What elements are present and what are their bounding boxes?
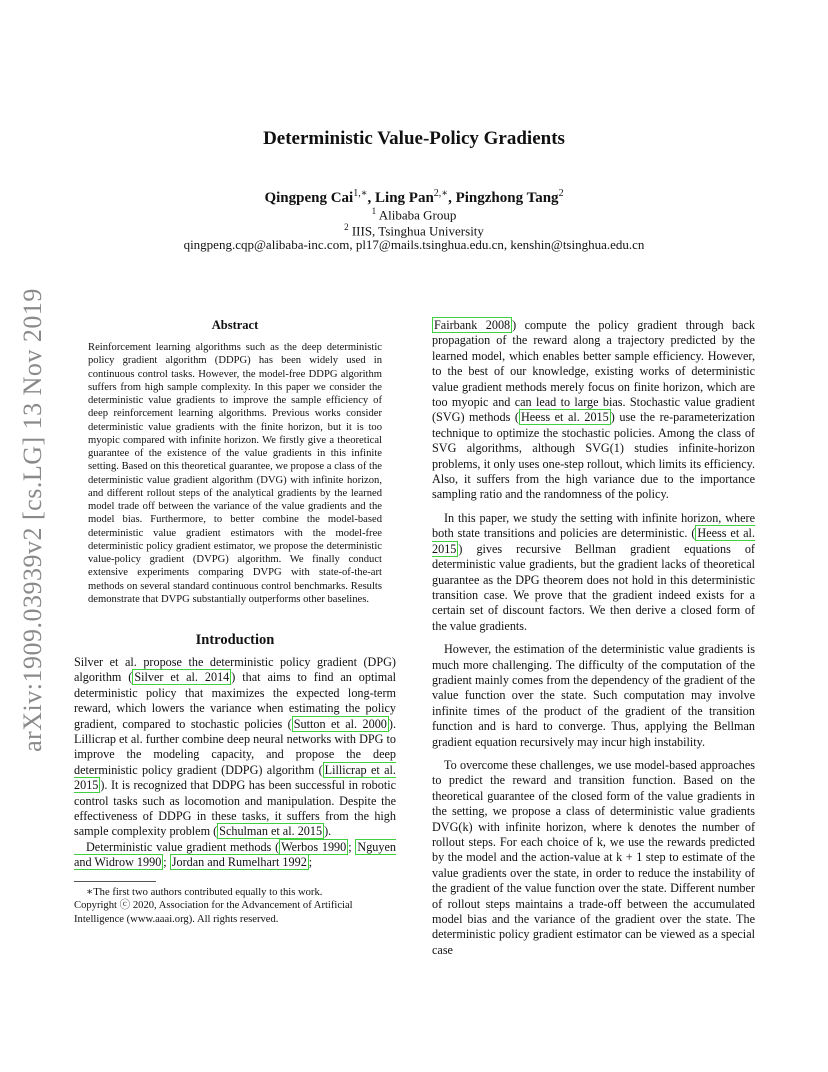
left-column (74, 318, 396, 926)
body-paragraph: However, the estimation of the deterministic value gradients is much more challenging. The difficulty of the computation of the gradient mainly comes from the dependency of the gradient of the value function over the state. Such computation may involve infinite times of the product of the gradient of the transition function and is hard to converge. Thus, applying the Bellman gradient equation recursively may incur high instability. (432, 642, 755, 749)
arxiv-identifier: arXiv:1909.03939v2 [cs.LG] 13 Nov 2019 (18, 288, 47, 752)
author-name: Pingzhong Tang (455, 190, 559, 206)
affiliation-1: $^1$ Alibaba Group (371, 206, 457, 223)
copyright-notice: Copyright ⓒ 2020, Association for the Advancement of Artificial Intelligence (www.aaai.org). All rights reserved. (74, 900, 353, 925)
citation-link[interactable]: Sutton et al. 2000 (293, 716, 387, 731)
citation-link[interactable]: Lillicrap et al. 2015 (74, 762, 396, 793)
citation-link[interactable]: Nguyen and Widrow 1990 (74, 839, 396, 870)
body-paragraph: In this paper, we study the setting with infinite horizon, where both state transitions and policies are deterministic. ( Heess et al. 2015 ) gives recursive Bellman gradient equations of deterministic value gradients, but the gradient lacks of theoretical guarantee as the DPG theorem does not hold in this deterministic transition case. We prove that the gradient indeed exists for a certain set of discount factors. We then derive a closed form of the value gradients. (432, 510, 755, 633)
author-affiliation-mark: 1,∗ (353, 188, 368, 199)
abstract-heading: Abstract (211, 318, 259, 332)
author-list: Qingpeng Cai$^{1,∗}$, Ling Pan$^{2,∗}$, Pingzhong Tang$^2$ (264, 188, 564, 206)
paper-title: Deterministic Value-Policy Gradients (263, 128, 565, 149)
intro-paragraph-2: Deterministic value gradient methods ( Werbos 1990 ; Nguyen and Widrow 1990 ; Jordan and Rumelhart 1992 ; (74, 839, 396, 870)
author-affiliation-mark: 2 (558, 188, 564, 199)
footnote-divider (74, 881, 156, 882)
citation-link[interactable]: Fairbank 2008 (434, 318, 511, 332)
citation-link[interactable]: Schulman et al. 2015 (219, 824, 323, 839)
citation-link[interactable]: Silver et al. 2014 (134, 670, 230, 685)
introduction-heading: Introduction (195, 632, 275, 648)
affiliation-2: $^2$ IIIS, Tsinghua University (344, 222, 484, 239)
abstract-text: Reinforcement learning algorithms such as the deep deterministic policy gradient algorithm (DDPG) has been widely used in continuous control tasks. However, the model-free DDPG algorithm suffers from high sample complexity. In this paper we consider the deterministic value gradients to improve the sample efficiency of deep reinforcement learning algorithms. Previous works consider deterministic value gradients with the finite horizon, but it is too myopic compared with infinite horizon. We firstly give a theoretical guarantee of the existence of the value gradients in this infinite setting. Based on this theoretical guarantee, we propose a class of the deterministic value gradient algorithm (DVG) with infinite horizon, and different rollout steps of the analytical gradients by the learned model trade off between the variance of the value gradients and the model bias. Furthermore, to better combine the model-based deterministic value gradient estimators with the model-free deterministic policy gradient estimator, we propose the deterministic value-policy gradient (DVPG) algorithm. We finally conduct extensive experiments comparing DVPG with state-of-the-art methods on several standard continuous control benchmarks. Results demonstrate that DVPG substantially outperforms other baselines. (88, 342, 382, 605)
citation-link[interactable]: Heess et al. 2015 (432, 526, 755, 556)
citation-link[interactable]: Jordan and Rumelhart 1992 (171, 855, 307, 870)
footnote-equal-contribution: ∗The first two authors contributed equally to this work. (86, 886, 323, 898)
intro-paragraph-1: Silver et al. propose the deterministic policy gradient (DPG) algorithm ( Silver et al. 2014 ) that aims to find an optimal deterministic policy that maximizes the expected long-term reward, which lowers the variance when estimating the policy gradient, compared to stochastic policies ( Sutton et al. 2000 ). Lillicrap et al. further combine deep neural networks with DPG to improve the modeling capacity, and propose the deep deterministic policy gradient (DDPG) algorithm ( Lillicrap et al. 2015 ). It is recognized that DDPG has been successful in robotic control tasks such as locomotion and manipulation. Despite the effectiveness of DDPG in these tasks, it suffers from the high sample complexity problem ( Schulman et al. 2015 ). (74, 655, 396, 839)
body-paragraph: To overcome these challenges, we use model-based approaches to predict the reward and transition function. Based on the theoretical guarantee of the closed form of the value gradients in the setting, we propose a class of deterministic value gradients DVG(k) with infinite horizon, where k denotes the number of rollout steps. For each choice of k, we use the rewards predicted by the model and the action-value at k + 1 step to estimate of the value gradients over the state, in order to reduce the instability of the gradient of the value function over the state. Different number of rollout steps maintains a trade-off between the accumulated model bias and the variance of the gradient over the state. The deterministic policy gradient estimator can be viewed as a special case (432, 757, 755, 957)
author-name: Qingpeng Cai (264, 190, 354, 206)
citation-link[interactable]: Heess et al. 2015 (520, 410, 609, 425)
citation-link[interactable]: Werbos 1990 (281, 839, 347, 854)
author-name: Ling Pan (375, 190, 434, 206)
author-affiliation-mark: 2,∗ (433, 188, 449, 199)
footnote (74, 886, 396, 926)
body-paragraph: Fairbank 2008 ) compute the policy gradient through back propagation of the reward along a trajectory predicted by the learned model, which enables better sample efficiency. However, to the best of our knowledge, existing works of deterministic value gradient methods merely focus on finite horizon, which are too myopic and can lead to large bias. Stochastic value gradient (SVG) methods ( Heess et al. 2015 ) use the re-parameterization technique to optimize the stochastic policies. Among the class of SVG algorithms, although SVG(1) studies infinite-horizon problems, it only uses one-step rollout, which limits its efficiency. Also, it suffers from the high variance due to the importance sampling ratio and the randomness of the policy. (432, 318, 756, 502)
right-column (432, 318, 755, 966)
author-emails: qingpeng.cqp@alibaba-inc.com, pl17@mails.tsinghua.edu.cn, kenshin@tsinghua.edu.cn (183, 237, 645, 252)
